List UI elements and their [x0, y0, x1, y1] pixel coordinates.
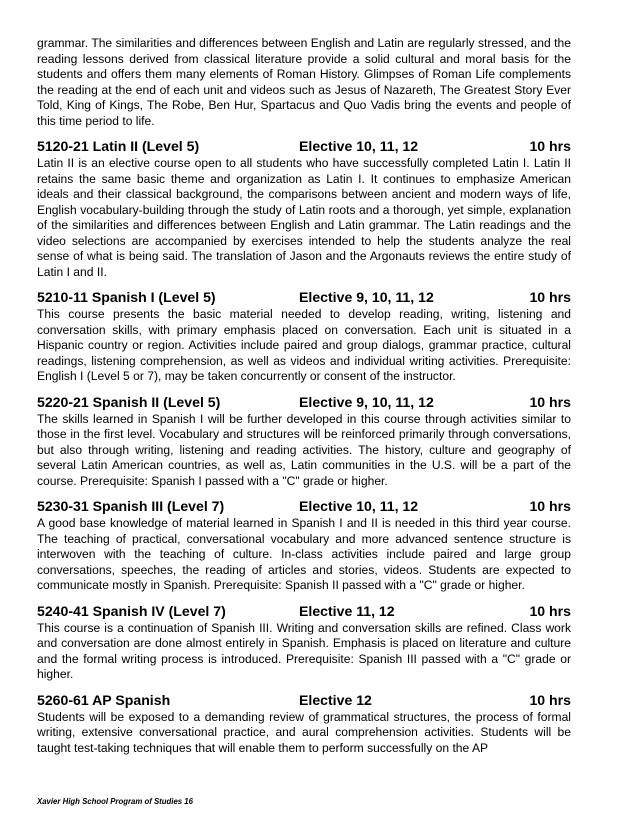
course-hours: 10 hrs — [529, 138, 571, 154]
document-page — [37, 36, 571, 756]
course-header — [37, 394, 571, 411]
course-title: 5220-21 Spanish II (Level 5) — [37, 393, 221, 410]
course-title: 5120-21 Latin II (Level 5) — [37, 138, 200, 154]
course-header — [37, 289, 571, 306]
course-title: 5260-61 AP Spanish — [37, 691, 171, 708]
course-elective: Elective 9, 10, 11, 12 — [299, 393, 434, 410]
course-description: A good base knowledge of material learned in Spanish I and II is needed in this third year course. The teaching of practical, conversational vocabulary and more advanced sentence structure is interwoven with the teaching of culture. In-class activities include paired and large group conversations, speeches, the reading of articles and stories, videos. Students are expected to communicate mostly in Spanish. Prerequisite: Spanish II passed with a "C" grade or higher. — [37, 516, 571, 592]
course-header — [37, 498, 571, 515]
course-spanish-iii — [37, 498, 571, 594]
course-elective: Elective 12 — [299, 691, 372, 708]
course-elective: Elective 9, 10, 11, 12 — [299, 289, 434, 305]
course-latin-ii — [37, 138, 571, 280]
course-header — [37, 138, 571, 155]
course-title: 5240-41 Spanish IV (Level 7) — [37, 602, 226, 619]
course-description: Students will be exposed to a demanding review of grammatical structures, the process of formal writing, extensive conversational practice, and aural comprehension activities. Students will be taught test-taking techniques that will enable them to perform successfully on the AP — [37, 709, 571, 755]
course-spanish-ii — [37, 394, 571, 490]
course-spanish-i — [37, 289, 571, 385]
course-title: 5230-31 Spanish III (Level 7) — [37, 498, 225, 514]
course-header — [37, 603, 571, 620]
course-elective: Elective 10, 11, 12 — [299, 498, 419, 514]
course-hours: 10 hrs — [529, 498, 571, 514]
intro-paragraph: grammar. The similarities and differences between English and Latin are regularly stressed, and the reading lessons derived from classical literature provide a solid cultural and moral basis for the students and offers them many elements of Roman History. Glimpses of Roman Life complements the reading at the end of each unit and videos such as Jesus of Nazareth, The Greatest Story Ever Told, King of Kings, The Robe, Ben Hur, Spartacus and Quo Vadis bring the events and people of this time period to life. — [37, 36, 571, 128]
page-footer: Xavier High School Program of Studies 16 — [37, 797, 193, 806]
course-header — [37, 692, 571, 709]
course-hours: 10 hrs — [529, 393, 571, 410]
course-description: The skills learned in Spanish I will be further developed in this course through activities similar to those in the first level. Vocabulary and structures will be reinforced primarily through conversations, but also through writing, listening and reading activities. The history, culture and geography of several Latin American countries, as well as, Latin communities in the U.S. will be a part of the course. Prerequisite: Spanish I passed with a "C" grade or higher. — [37, 411, 571, 488]
course-hours: 10 hrs — [529, 691, 571, 708]
course-elective: Elective 10, 11, 12 — [299, 138, 419, 154]
course-description: This course presents the basic material needed to develop reading, writing, listening and conversation skills, with primary emphasis placed on conversation. Each unit is situated in a Hispanic country or region. Activities include paired and group dialogs, grammar practice, cultural readings, listening comprehension, as well as videos and individual writing activities. Prerequisite: English I (Level 5 or 7), may be taken concurrently or consent of the instructor. — [37, 307, 571, 383]
course-ap-spanish — [37, 692, 571, 757]
course-title: 5210-11 Spanish I (Level 5) — [37, 289, 216, 305]
course-elective: Elective 11, 12 — [299, 602, 395, 619]
course-hours: 10 hrs — [529, 602, 571, 619]
course-description: Latin II is an elective course open to all students who have successfully completed Latin I. Latin II retains the same basic theme and organization as Latin I. It continues to emphasize American ideals and their classical background, the comparisons between ancient and modern ways of life, English vocabulary-building through the study of Latin roots and a thorough, yet simple, explanation of the similarities and differences between English and Latin grammar. The Latin readings and the video selections are accompanied by exercises intended to help the students analyze the real sense of what is being said. The translation of Jason and the Argonauts reviews the entire study of Latin I and II. — [37, 156, 571, 279]
course-hours: 10 hrs — [529, 289, 571, 305]
course-spanish-iv — [37, 603, 571, 683]
course-description: This course is a continuation of Spanish III. Writing and conversation skills are refined. Class work and conversation are done almost entirely in Spanish. Emphasis is placed on literature and culture and the formal writing process is introduced. Prerequisite: Spanish III passed with a "C" grade or higher. — [37, 620, 571, 681]
